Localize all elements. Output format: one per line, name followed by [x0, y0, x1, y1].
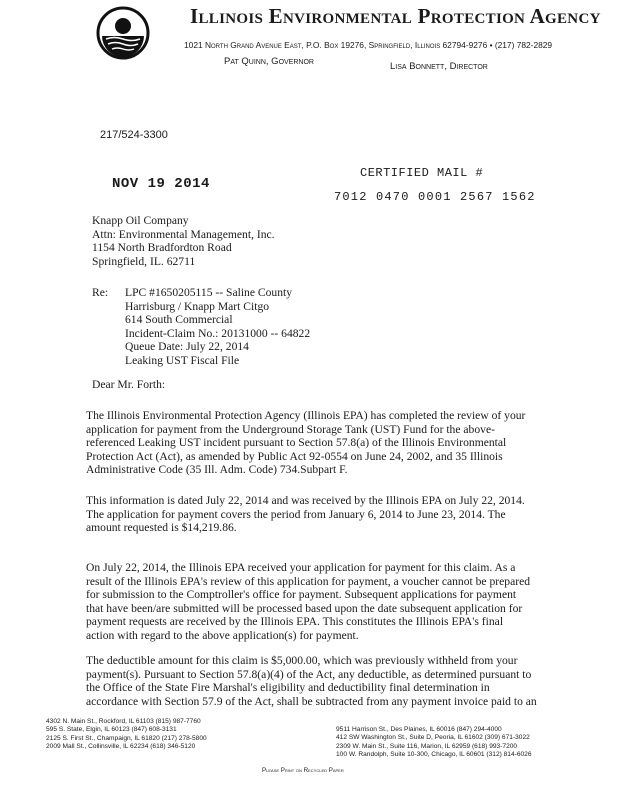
body-paragraph-3 [86, 561, 531, 643]
paragraph-line: The deductible amount for this claim is $5,000.00, which was previously withheld from your [86, 654, 518, 667]
paragraph-line: Protection Act (Act), as amended by Public Act 92-0554 on June 24, 2002, and 35 Illinois [86, 449, 503, 463]
body-paragraph-2 [86, 494, 525, 535]
paragraph-line: the Office of the State Fire Marshal's eligibility and deductibility final determination in [86, 681, 490, 695]
reference-line: 614 South Commercial [125, 313, 233, 327]
date-stamp: NOV 19 2014 [112, 176, 210, 192]
paragraph-line: On July 22, 2014, the Illinois EPA received your application for payment for this claim. As a [86, 561, 516, 574]
office-address: 2309 W. Main St., Suite 116, Marion, IL 62959 (618) 993-7200 [336, 742, 518, 750]
office-address: 100 W. Randolph, Suite 10-300, Chicago, IL 60601 (312) 814-6026 [336, 751, 532, 759]
paragraph-line: action with regard to the above application(s) for payment. [86, 628, 359, 642]
recipient-line: Springfield, IL. 62711 [92, 254, 196, 268]
paragraph-line: Administrative Code (35 Ill. Adm. Code) 734.Subpart F. [86, 463, 348, 477]
paragraph-line: that have been/are submitted will be processed based upon the date subsequent application for [86, 601, 523, 615]
paragraph-line: payment requests are received by the Illinois EPA. This constitutes the Illinois EPA's final [86, 615, 504, 629]
footer-offices-left [46, 718, 207, 752]
recipient-line: Knapp Oil Company [92, 214, 189, 227]
footer-offices-right [336, 726, 532, 760]
paragraph-line: payment(s). Pursuant to Section 57.8(a)(4) of the Act, any deductible, as determined pursuant to [86, 667, 532, 681]
recipient-line: Attn: Environmental Management, Inc. [92, 227, 275, 241]
phone-number: 217/524-3300 [100, 129, 168, 141]
reference-label: Re: [92, 286, 109, 299]
body-paragraph-4 [86, 654, 537, 708]
office-address: 4302 N. Main St., Rockford, IL 61103 (815) 987-7760 [46, 718, 201, 725]
paragraph-line: accordance with Section 57.9 of the Act, shall be subtracted from any payment invoice paid to an [86, 694, 537, 708]
paragraph-line: The application for payment covers the period from January 6, 2014 to June 23, 2014. The [86, 507, 506, 521]
paragraph-line: application for payment from the Underground Storage Tank (UST) Fund for the above- [86, 422, 495, 436]
paragraph-line: This information is dated July 22, 2014 and was received by the Illinois EPA on July 22, 2014. [86, 494, 525, 507]
body-paragraph-1 [86, 409, 526, 477]
reference-line: Incident-Claim No.: 20131000 -- 64822 [125, 326, 311, 340]
reference-block [125, 286, 310, 368]
office-address: 9511 Harrison St., Des Plaines, IL 60016 (847) 294-4000 [336, 726, 502, 733]
certified-mail-label: CERTIFIED MAIL # [360, 166, 484, 180]
paragraph-line: for submission to the Comptroller's office for payment. Subsequent applications for payment [86, 588, 517, 602]
paragraph-line: result of the Illinois EPA's review of this application for payment, a voucher cannot be prepared [86, 574, 531, 588]
agency-address: 1021 North Grand Avenue East, P.O. Box 19276, Springfield, Illinois 62794-9276 • (217) 782-2829 [184, 40, 553, 50]
reference-line: Queue Date: July 22, 2014 [125, 340, 249, 354]
office-address: 595 S. State, Elgin, IL 60123 (847) 608-3131 [46, 726, 177, 734]
governor-name: Pat Quinn, Governor [224, 56, 314, 67]
agency-seal-logo [96, 6, 150, 60]
paragraph-line: The Illinois Environmental Protection Agency (Illinois EPA) has completed the review of your [86, 409, 526, 422]
reference-line: LPC #1650205115 -- Saline County [125, 286, 293, 299]
recipient-line: 1154 North Bradfordton Road [92, 241, 232, 255]
paragraph-line: amount requested is $14,219.86. [86, 521, 237, 535]
agency-name: Illinois Environmental Protection Agency [190, 4, 601, 28]
office-address: 2125 S. First St., Champaign, IL 61820 (217) 278-5800 [46, 734, 207, 742]
office-address: 412 SW Washington St., Suite D, Peoria, IL 61602 (309) 671-3022 [336, 734, 530, 742]
salutation: Dear Mr. Forth: [92, 378, 166, 391]
certified-mail-number: 7012 0470 0001 2567 1562 [334, 190, 536, 204]
paragraph-line: referenced Leaking UST incident pursuant to Section 57.8(a) of the Illinois Environmental [86, 436, 507, 450]
reference-line: Harrisburg / Knapp Mart Citgo [125, 299, 270, 313]
recycled-paper-note: Please Print on Recycled Paper [262, 767, 344, 774]
reference-line: Leaking UST Fiscal File [125, 353, 240, 367]
director-name: Lisa Bonnett, Director [390, 61, 488, 72]
recipient-block [92, 214, 275, 268]
office-address: 2009 Mall St., Collinsville, IL 62234 (618) 346-5120 [46, 743, 196, 751]
